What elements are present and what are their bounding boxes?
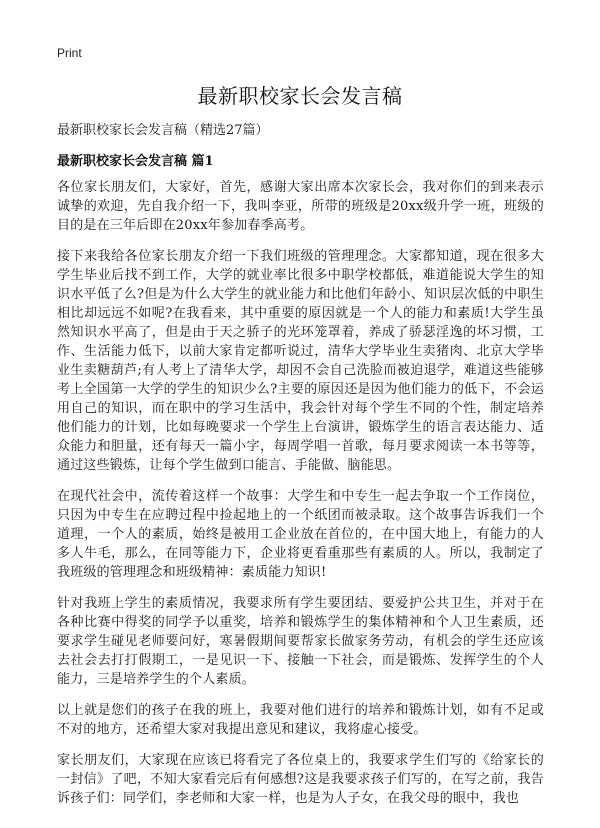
document-subtitle: 最新职校家长会发言稿（精选27篇） [57, 123, 269, 138]
page-title: 最新职校家长会发言稿 [197, 84, 403, 108]
paragraph-4: 针对我班上学生的素质情况，我要求所有学生要团结、要爱护公共卫生，并对于在各种比赛中得奖的同学予以重奖，培养和锻炼学生的集体精神和个人卫生素质，还要求学生碰见老师要问好，寒暑假期间要帮家长做家务劳动，有机会的学生还应该去社会去打打假期工，一是见识一下、接触一下社会，而是锻炼、发挥学生的个人能力，三是培养学生的个人素质。 [57, 596, 544, 687]
print-label: Print [57, 46, 82, 60]
section-heading: 最新职校家长会发言稿 篇1 [57, 154, 214, 169]
paragraph-6: 家长朋友们，大家现在应该已将看完了各位桌上的，我要求学生们写的《给家长的一封信》了吧，不知大家看完后有何感想?这是我要求孩子们写的，在写之前，我告诉孩子们：同学们，李老师和大家一样，也是为人子女，在我父母的眼中，我也 [57, 753, 544, 806]
paragraph-2: 接下来我给各位家长朋友介绍一下我们班级的管理理念。大家都知道，现在很多大学生毕业后找不到工作，大学的就业率比很多中职学校都低，难道能说大学生的知识水平低了么?但是为什么大学生的就业能力和比他们年龄小、知识层次低的中职生相比却远远不如呢?在我看来，其中重要的原因就是一个人的能力和素质!大学生虽然知识水平高了，但是由于天之骄子的光环笼罩着，养成了骄瑟淫逸的坏习惯，工作、生活能力低下，以前大家肯定都听说过，清华大学毕业生卖猪肉、北京大学毕业生卖糖葫芦;有人考上了清华大学，却因不会自己洗脸而被迫退学，难道这些能够考上全国第一大学的学生的知识少么?主要的原因还是因为他们能力的低下，不会运用自己的知识，而在职中的学习生活中，我会针对每个学生不同的个性，制定培养他们能力的计划，比如每晚要求一个学生上台演讲，锻炼学生的语言表达能力、适众能力和胆量，还有每天一篇小字，每周学唱一首歌，每月要求阅读一本书等等，通过这些锻炼，让每个学生做到口能言、手能做、脑能思。 [57, 249, 544, 473]
document-body [57, 178, 544, 820]
paragraph-5: 以上就是您们的孩子在我的班上，我要对他们进行的培养和锻炼计划，如有不足或不对的地方，还希望大家对我提出意见和建议，我将虚心接受。 [57, 703, 544, 737]
paragraph-3: 在现代社会中，流传着这样一个故事：大学生和中专生一起去争取一个工作岗位，只因为中专生在应聘过程中捡起地上的一个纸团而被录取。这个故事告诉我们一个道理，一个人的素质，始终是被用工企业放在首位的，在中国大地上，有能力的人多人牛毛，那么，在同等能力下，企业将更看重那些有素质的人。所以，我制定了我班级的管理理念和班级精神：素质能力知识! [57, 489, 544, 580]
paragraph-1: 各位家长朋友们，大家好，首先，感谢大家出席本次家长会，我对你们的到来表示诚挚的欢迎，先自我介绍一下，我叫李亚，所带的班级是20xx级升学一班，班级的目的是在三年后即在20xx年参加春季高考。 [57, 180, 544, 233]
